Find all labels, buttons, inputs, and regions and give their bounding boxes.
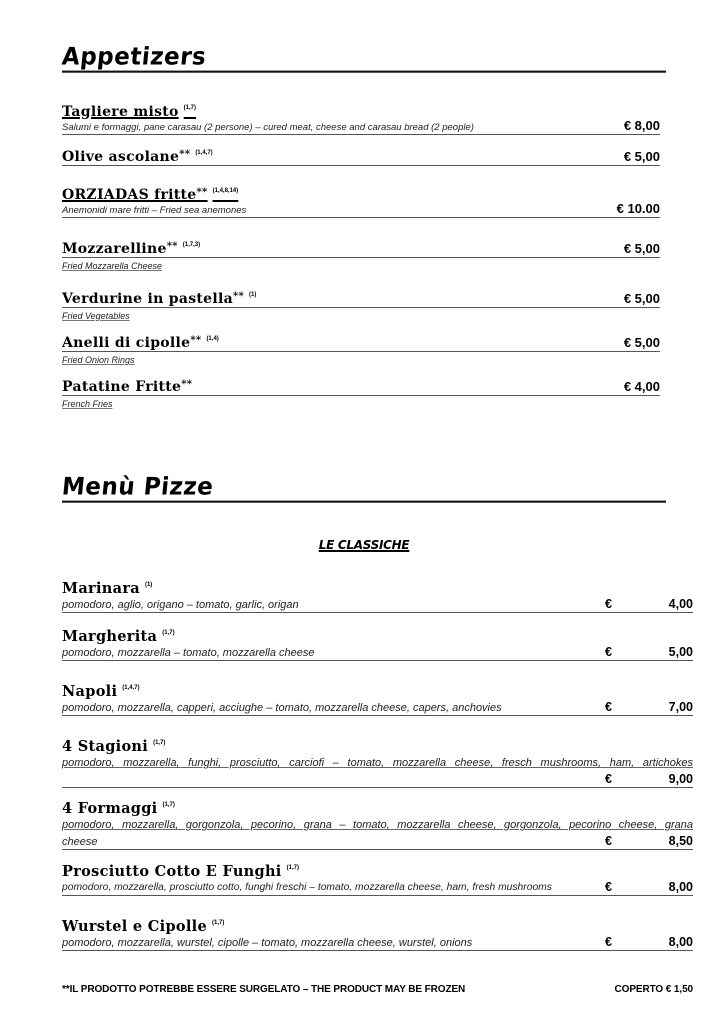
item-name: 4 Stagioni $^{(1,7)}$ (62, 738, 166, 755)
currency-symbol: € (605, 700, 612, 714)
item-price: 9,00 (668, 772, 693, 786)
allergen-codes: (1,7) (162, 802, 175, 808)
allergen-codes: (1) (144, 582, 153, 588)
item-name: Wurstel e Cipolle $^{(1,7)}$ (62, 918, 225, 935)
allergen-codes: (1,4,7) (122, 685, 140, 691)
item-desc-row (62, 120, 660, 135)
section-title-text: Appetizers (60, 43, 208, 71)
item-name: Anelli di cipolle** $^{(1,4)}$ (62, 335, 219, 351)
subsection-title-text: LE CLASSICHE (318, 538, 410, 552)
menu-item-verdurine-in-pastella (62, 290, 660, 322)
item-header (62, 334, 660, 352)
allergen-codes: (1,4,8,14) (212, 188, 239, 194)
menu-item-anelli-di-cipolle (62, 334, 660, 366)
item-name: 4 Formaggi $^{(1,7)}$ (62, 800, 175, 817)
item-desc-row (62, 881, 693, 896)
pizza-item-4-stagioni (62, 734, 693, 788)
footer (62, 984, 693, 995)
item-price: € 8,00 (623, 118, 660, 133)
allergen-codes: (1,4,7) (195, 150, 213, 156)
item-description-line-2: cheese (62, 836, 98, 848)
allergen-codes: (1,7) (183, 105, 197, 111)
item-description: Fried Onion Rings (62, 355, 135, 365)
item-name: Olive ascolane** $^{(1,4,7)}$ (62, 149, 213, 165)
item-description: Salumi e formaggi, pane carasau (2 persone) – cured meat, cheese and carasau bread (2 people) (62, 122, 474, 133)
section-title-pizze (62, 473, 666, 502)
item-price: € 4,00 (623, 379, 660, 394)
pizza-item-prosciutto-cotto-e-funghi (62, 859, 693, 896)
allergen-codes: (1,7) (153, 740, 166, 746)
currency-symbol: € (605, 772, 612, 786)
item-desc-row (62, 936, 693, 951)
item-header (62, 240, 660, 258)
currency-symbol: € (605, 645, 612, 659)
frozen-product-note: **IL PRODOTTO POTREBBE ESSERE SURGELATO – THE PRODUCT MAY BE FROZEN (62, 984, 466, 995)
item-header (62, 378, 660, 396)
pizza-item-margherita (62, 624, 693, 661)
item-name: Prosciutto Cotto E Funghi $^{(1,7)}$ (62, 863, 299, 880)
allergen-codes: (1,7) (286, 865, 299, 871)
item-price-row (62, 771, 693, 788)
allergen-codes: (1,7,3) (182, 242, 201, 248)
item-name: Napoli $^{(1,4,7)}$ (62, 683, 140, 700)
pizza-item-napoli (62, 679, 693, 716)
item-desc-row (62, 701, 693, 716)
currency-symbol: € (605, 935, 612, 949)
menu-item-mozzarelline (62, 240, 660, 272)
item-description: pomodoro, mozzarella – tomato, mozzarella cheese (62, 647, 315, 659)
item-price: € 5,00 (623, 291, 660, 306)
item-desc-row (62, 598, 693, 613)
item-description: pomodoro, mozzarella, prosciutto cotto, funghi freschi – tomato, mozzarella cheese, ham, fresh mushrooms (62, 882, 552, 893)
allergen-codes: (1) (249, 292, 257, 298)
item-description: pomodoro, aglio, origano – tomato, garlic, origan (62, 599, 299, 611)
item-desc-row (62, 203, 660, 218)
item-header (62, 148, 660, 166)
item-description: Anemonidi mare fritti – Fried sea anemones (62, 205, 247, 216)
pizza-item-marinara (62, 576, 693, 613)
item-name: Patatine Fritte** (62, 379, 193, 395)
item-price: 8,00 (668, 935, 693, 949)
item-price: € 5,00 (623, 149, 660, 164)
pizza-item-wurstel-e-cipolle (62, 914, 693, 951)
currency-symbol: € (605, 880, 612, 894)
item-desc-row (62, 646, 693, 661)
allergen-codes: (1,7) (162, 630, 175, 636)
item-header (62, 185, 660, 203)
item-description: Fried Mozzarella Cheese (62, 261, 163, 271)
item-price: € 5,00 (623, 241, 660, 256)
item-price: 8,50 (668, 834, 693, 848)
item-price: € 10.00 (616, 201, 660, 216)
subsection-title-classiche (0, 538, 728, 552)
allergen-codes: (1,4) (206, 336, 219, 342)
item-price: 8,00 (668, 880, 693, 894)
item-price: 4,00 (668, 597, 693, 611)
currency-symbol: € (605, 834, 612, 848)
allergen-codes: (1,7) (212, 920, 225, 926)
menu-item-orziadas-fritte (62, 185, 660, 218)
item-name: Tagliere misto $^{(1,7)}$ (62, 104, 197, 120)
item-desc-row (62, 833, 693, 850)
menu-item-olive-ascolane (62, 148, 660, 166)
item-name: ORZIADAS fritte** $^{(1,4,8,14)}$ (62, 187, 239, 203)
item-name: Marinara $^{(1)}$ (62, 580, 153, 597)
item-price: 5,00 (668, 645, 693, 659)
currency-symbol: € (605, 597, 612, 611)
item-name: Margherita $^{(1,7)}$ (62, 628, 175, 645)
section-title-text: Menù Pizze (60, 473, 215, 501)
item-description: French Fries (62, 399, 113, 409)
pizza-item-4-formaggi (62, 796, 693, 850)
item-price: € 5,00 (623, 335, 660, 350)
menu-item-tagliere-misto (62, 102, 660, 135)
cover-charge: COPERTO € 1,50 (614, 984, 693, 995)
item-description: pomodoro, mozzarella, capperi, acciughe – tomato, mozzarella cheese, capers, anchovies (62, 702, 502, 714)
item-description: pomodoro, mozzarella, funghi, prosciutto, carciofi – tomato, mozzarella cheese, fresch mushrooms, ham, artichokes (62, 757, 693, 769)
item-header (62, 102, 660, 120)
item-name: Verdurine in pastella** $^{(1)}$ (62, 291, 257, 307)
section-title-appetizers (62, 43, 666, 72)
item-description: Fried Vegetables (62, 311, 130, 321)
item-name: Mozzarelline** $^{(1,7,3)}$ (62, 241, 201, 257)
item-description-line-1: pomodoro, mozzarella, gorgonzola, pecorino, grana – tomato, mozzarella cheese, gorgonzola, pecorino cheese, grana (62, 819, 693, 831)
item-price: 7,00 (668, 700, 693, 714)
item-header (62, 290, 660, 308)
menu-item-patatine-fritte (62, 378, 660, 410)
item-description: pomodoro, mozzarella, wurstel, cipolle – tomato, mozzarella cheese, wurstel, onions (62, 937, 473, 949)
